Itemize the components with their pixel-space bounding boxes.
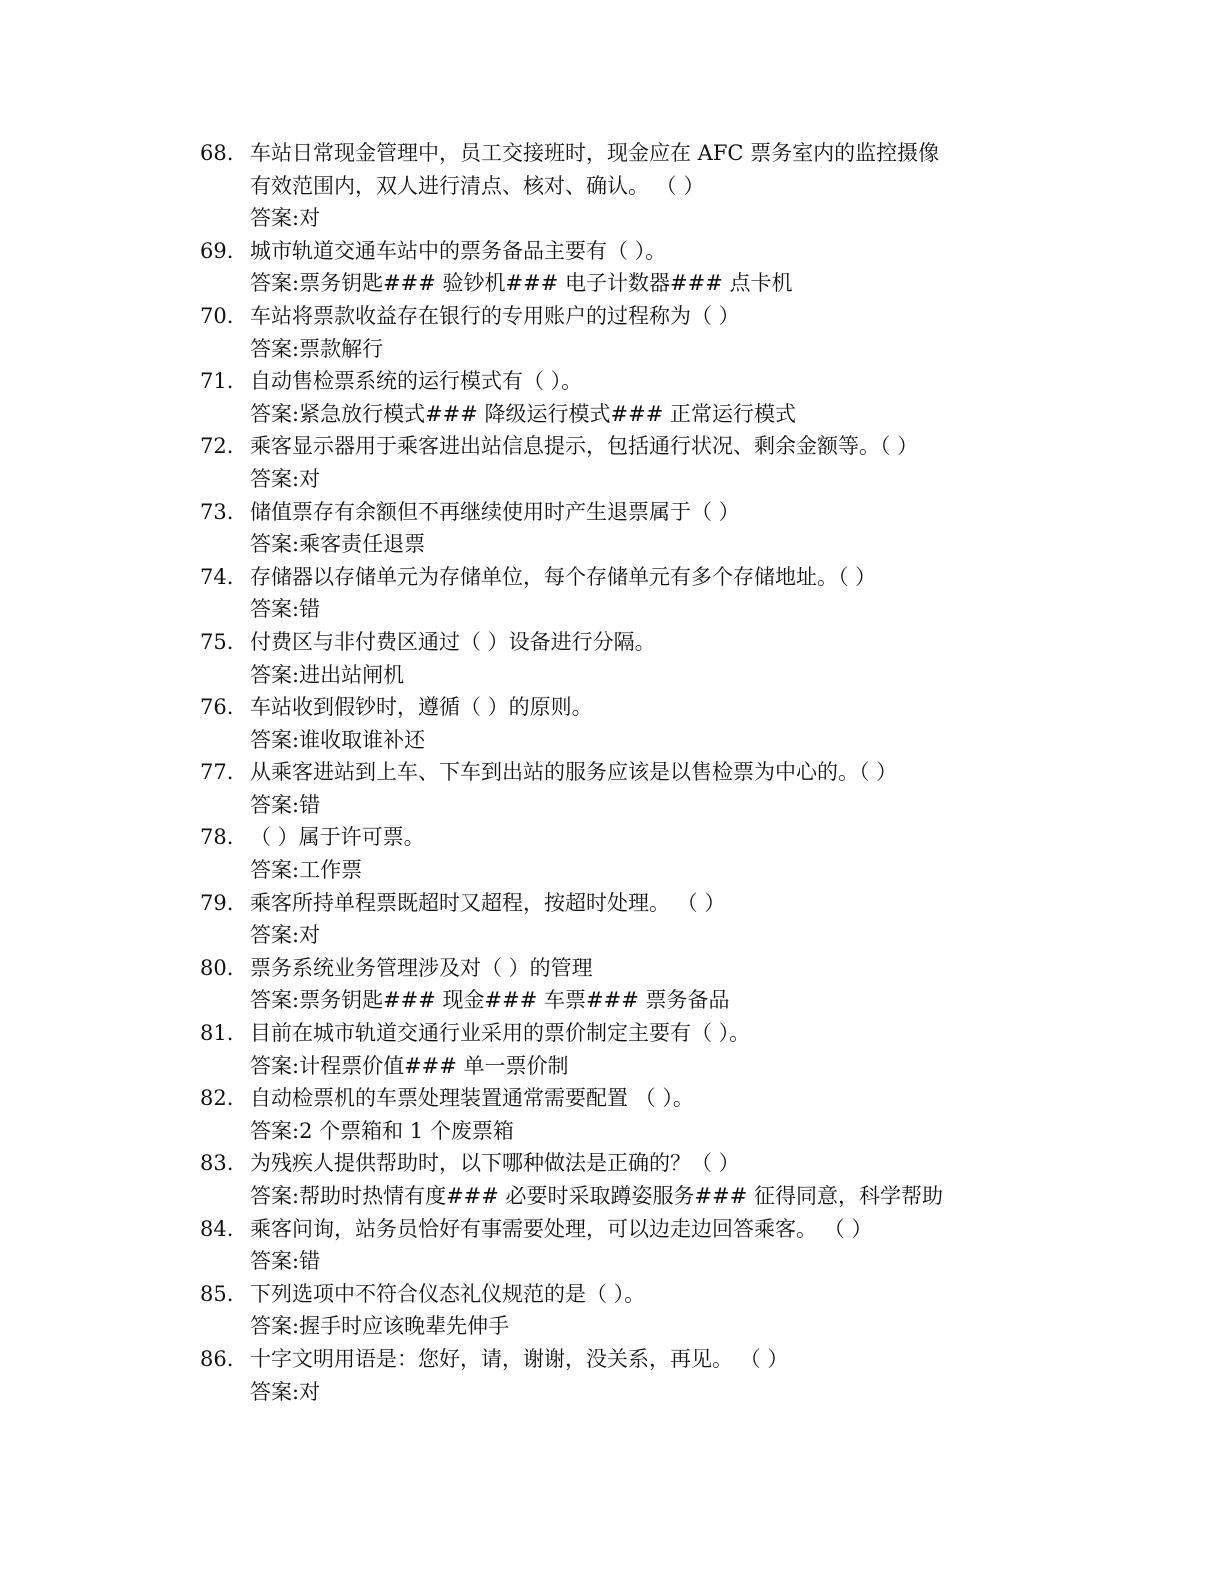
question-item-77	[200, 756, 1050, 821]
question-text: 付费区与非付费区通过（ ）设备进行分隔。	[250, 629, 656, 654]
question-item-82	[200, 1082, 1050, 1147]
question-item-80	[200, 952, 1050, 1017]
answer-text: 答案:握手时应该晚辈先伸手	[250, 1314, 510, 1339]
answer-text: 答案:错	[250, 1249, 321, 1274]
question-item-74	[200, 561, 1050, 626]
answer-text: 答案:对	[250, 206, 321, 231]
question-item-85	[200, 1278, 1050, 1343]
answer-text: 答案:对	[250, 1379, 321, 1404]
answer-text: 答案:对	[250, 923, 321, 948]
question-number: 82.	[200, 1086, 234, 1111]
answer-text: 答案:谁收取谁补还	[250, 727, 426, 752]
question-list	[200, 137, 1050, 1408]
question-number: 74.	[200, 564, 234, 589]
answer-text: 答案:工作票	[250, 858, 363, 883]
question-number: 68.	[200, 141, 234, 165]
question-number: 77.	[200, 760, 234, 785]
question-number: 83.	[200, 1151, 234, 1176]
question-item-71	[200, 365, 1050, 430]
answer-text: 答案:进出站闸机	[250, 662, 405, 687]
question-text: 乘客问询，站务员恰好有事需要处理，可以边走边回答乘客。 （ ）	[250, 1216, 873, 1241]
question-item-83	[200, 1147, 1050, 1212]
question-text: 自动检票机的车票处理装置通常需要配置 （ ）。	[250, 1086, 694, 1111]
question-number: 75.	[200, 629, 234, 654]
question-item-86	[200, 1343, 1050, 1408]
answer-text: 答案:票务钥匙### 现金### 车票### 票务备品	[250, 988, 730, 1013]
question-number: 81.	[200, 1021, 234, 1046]
question-text: 车站收到假钞时，遵循（ ）的原则。	[250, 695, 593, 720]
question-text: 为残疾人提供帮助时，以下哪种做法是正确的？（ ）	[250, 1151, 740, 1176]
question-number: 76.	[200, 695, 234, 720]
question-number: 78.	[200, 825, 234, 850]
question-text: 下列选项中不符合仪态礼仪规范的是（ ）。	[250, 1281, 646, 1306]
question-number: 80.	[200, 955, 234, 980]
question-number: 79.	[200, 890, 234, 915]
question-text: （ ）属于许可票。	[250, 825, 425, 850]
answer-text: 答案:乘客责任退票	[250, 532, 426, 557]
question-number: 71.	[200, 369, 234, 394]
question-text: 自动售检票系统的运行模式有（ ）。	[250, 369, 583, 394]
question-item-68	[200, 137, 1050, 235]
question-text: 十字文明用语是：您好，请，谢谢，没关系，再见。 （ ）	[250, 1346, 789, 1371]
question-item-70	[200, 300, 1050, 365]
answer-text: 答案:紧急放行模式### 降级运行模式### 正常运行模式	[250, 401, 796, 426]
question-number: 70.	[200, 303, 234, 328]
question-item-79	[200, 887, 1050, 952]
question-number: 85.	[200, 1281, 234, 1306]
question-number: 73.	[200, 499, 234, 524]
answer-text: 答案:票务钥匙### 验钞机### 电子计数器### 点卡机	[250, 271, 793, 296]
question-text: 票务系统业务管理涉及对（ ）的管理	[250, 955, 593, 980]
question-number: 69.	[200, 238, 234, 263]
answer-text: 答案:错	[250, 597, 321, 622]
question-item-78	[200, 821, 1050, 886]
question-text: 储值票存有余额但不再继续使用时产生退票属于（ ）	[250, 499, 740, 524]
answer-text: 答案:对	[250, 466, 321, 491]
question-item-73	[200, 496, 1050, 561]
question-text: 存储器以存储单元为存储单位，每个存储单元有多个存储地址。（ ）	[250, 564, 877, 589]
answer-text: 答案:帮助时热情有度### 必要时采取蹲姿服务### 征得同意，科学帮助	[250, 1184, 943, 1208]
question-item-69	[200, 235, 1050, 300]
question-item-75	[200, 626, 1050, 691]
question-item-84	[200, 1213, 1050, 1278]
answer-text: 答案:计程票价值### 单一票价制	[250, 1053, 569, 1078]
question-text: 城市轨道交通车站中的票务备品主要有（ ）。	[250, 238, 667, 263]
answer-text: 答案:错	[250, 792, 321, 817]
question-text: 从乘客进站到上车、下车到出站的服务应该是以售检票为中心的。（ ）	[250, 760, 898, 785]
question-text: 乘客显示器用于乘客进出站信息提示，包括通行状况、剩余金额等。（ ）	[250, 434, 919, 459]
question-number: 84.	[200, 1216, 234, 1241]
answer-text: 答案:票款解行	[250, 336, 384, 361]
question-text: 车站日常现金管理中，员工交接班时，现金应在 AFC 票务室内的监控摄像 有效范围内，双人进行清点、核对、确认。 （ ）	[250, 141, 940, 198]
question-text: 车站将票款收益存在银行的专用账户的过程称为（ ）	[250, 303, 740, 328]
question-text: 目前在城市轨道交通行业采用的票价制定主要有（ ）。	[250, 1021, 751, 1046]
answer-text: 答案:2 个票箱和 1 个废票箱	[250, 1118, 514, 1143]
question-item-72	[200, 430, 1050, 495]
question-text: 乘客所持单程票既超时又超程，按超时处理。 （ ）	[250, 890, 726, 915]
question-item-81	[200, 1017, 1050, 1082]
question-item-76	[200, 691, 1050, 756]
question-number: 86.	[200, 1346, 234, 1371]
question-number: 72.	[200, 434, 234, 459]
